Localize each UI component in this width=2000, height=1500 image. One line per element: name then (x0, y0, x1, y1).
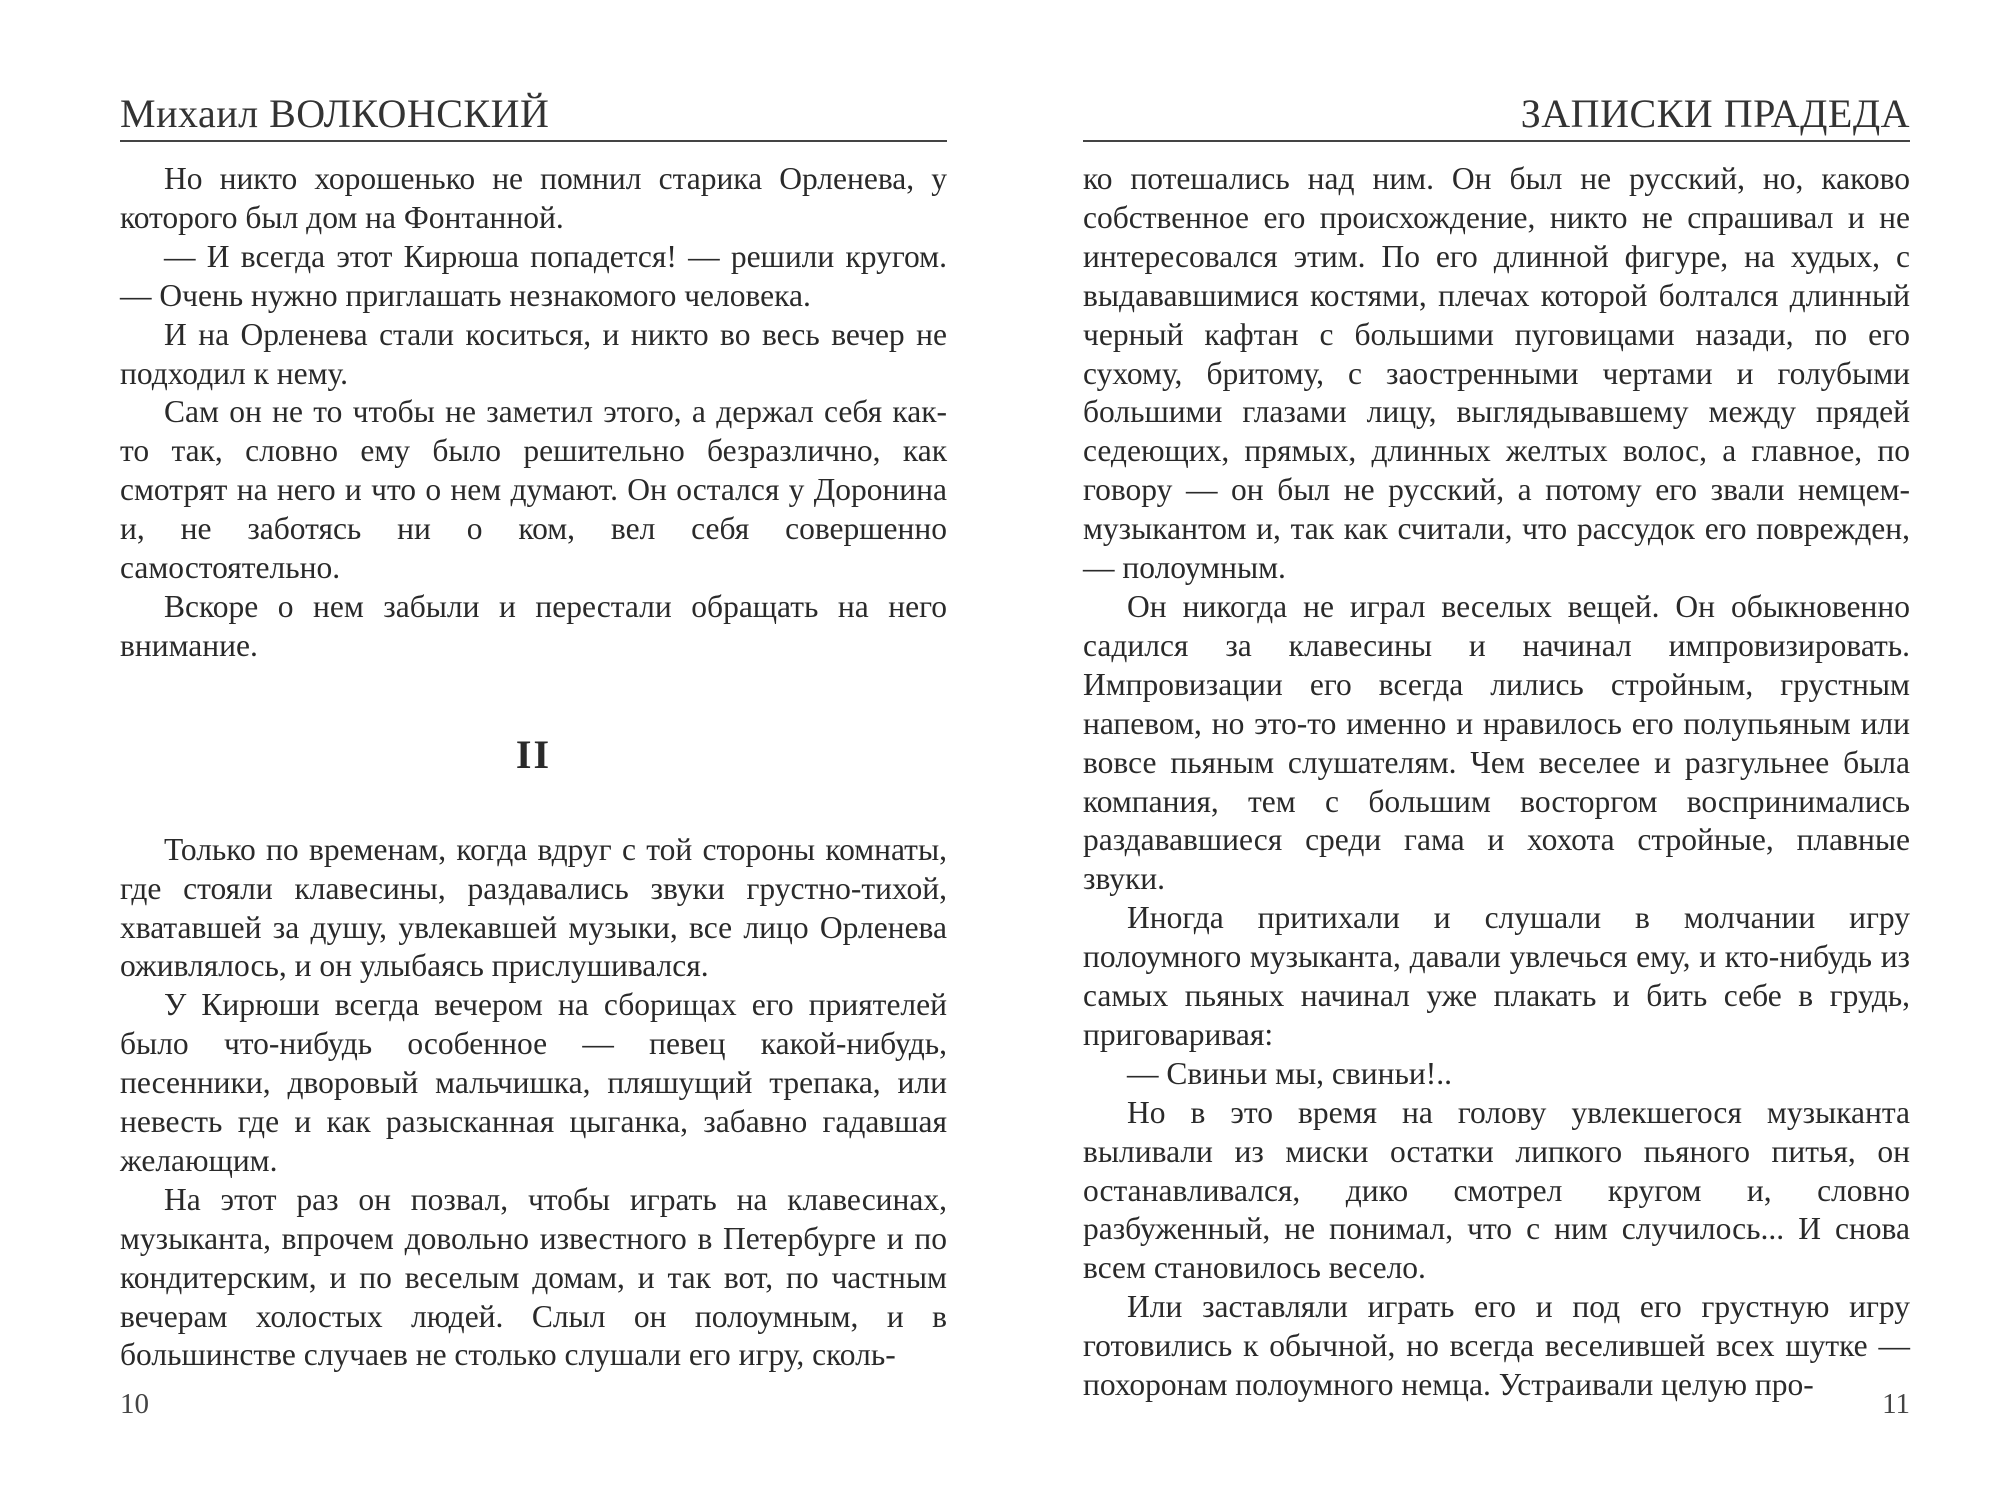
paragraph: Вскоре о нем забыли и перестали обращать на него внимание. (120, 588, 947, 663)
paragraph: Но в это время на голову увлекшегося музыканта выливали из миски остатки липкого пьяного питья, он останавливался, дико смотрел кругом и, словно разбуженный, не понимал, что с ним случилось... И снова всем становилось весело. (1083, 1094, 1910, 1286)
paragraph: ко потешались над ним. Он был не русский, но, каково собственное его происхождение, никто не спрашивал и не интересовался этим. По его длинной фигуре, на худых, с выдававшимися костями, плечах которой болтался длинный черный кафтан с большими пуговицами назади, по его сухому, бритому, с заостренными чертами и голубыми большими глазами лицу, выглядывавшему между прядей седеющих, прямых, длинных желтых волос, а главное, по говору — он был не русский, а потому его звали немцем-музыкантом и, так как считали, что рассудок его поврежден, — полоумным. (1083, 161, 1910, 586)
paragraph: Он никогда не играл веселых вещей. Он обыкновенно садился за клавесины и начинал импровизировать. Импровизации его всегда лились стройным, грустным напевом, но это-то именно и нравилось его полупьяным или вовсе пьяным слушателям. Чем веселее и разгульнее была компания, тем с большим восторгом воспринимались раздававшиеся среди гама и хохота стройные, плавные звуки. (1083, 588, 1910, 897)
page-number: 11 (1882, 1388, 1910, 1420)
paragraph: Сам он не то чтобы не заметил этого, а держал себя как-то так, словно ему было решительно безразлично, как смотрят на него и что о нем думают. Он остался у Доронина и, не заботясь ни о ком, вел себя совершенно самостоятельно. (120, 394, 947, 586)
paragraph: Только по временам, когда вдруг с той стороны комнаты, где стояли клавесины, раздавались звуки грустно-тихой, хватавшей за душу, увлекавшей музыки, все лицо Орленева оживлялось, и он улыбаясь прислушивался. (120, 831, 947, 984)
header-rule (120, 140, 947, 142)
page-number: 10 (120, 1388, 149, 1420)
chapter-heading: II (515, 731, 552, 777)
left-page-text (120, 160, 947, 1375)
header-rule (1083, 140, 1910, 142)
paragraph: На этот раз он позвал, чтобы играть на клавесинах, музыканта, впрочем довольно известного в Петербурге и по кондитерским, и по веселым домам, и так вот, по частным вечерам холостых людей. Слыл он полоумным, и в большинстве случаев не столько слушали его игру, сколь- (120, 1181, 947, 1373)
running-head-author: Михаил ВОЛКОНСКИЙ (120, 91, 550, 136)
paragraph: — Свиньи мы, свиньи!.. (1127, 1055, 1452, 1091)
paragraph: — И всегда этот Кирюша попадется! — решили кругом. — Очень нужно приглашать незнакомого человека. (120, 238, 947, 313)
right-page (1083, 0, 1910, 1500)
running-head-title: ЗАПИСКИ ПРАДЕДА (1520, 91, 1910, 136)
paragraph: Но никто хорошенько не помнил старика Орленева, у которого был дом на Фонтанной. (120, 161, 947, 235)
left-page (120, 0, 947, 1500)
paragraph: Иногда притихали и слушали в молчании игру полоумного музыканта, давали увлечься ему, и кто-нибудь из самых пьяных начинал уже плакать и бить себе в грудь, приговаривая: (1083, 900, 1910, 1052)
paragraph: Или заставляли играть его и под его грустную игру готовились к обычной, но всегда веселившей всех шутке — похоронам полоумного немца. Устраивали целую про- (1083, 1289, 1910, 1403)
right-page-text (1083, 160, 1910, 1405)
paragraph: И на Орленева стали коситься, и никто во весь вечер не подходил к нему. (120, 316, 947, 391)
paragraph: У Кирюши всегда вечером на сборищах его приятелей было что-нибудь особенное — певец какой-нибудь, песенники, дворовый мальчишка, пляшущий трепака, или невесть где и как разысканная цыганка, забавно гадавшая желающим. (120, 987, 947, 1178)
